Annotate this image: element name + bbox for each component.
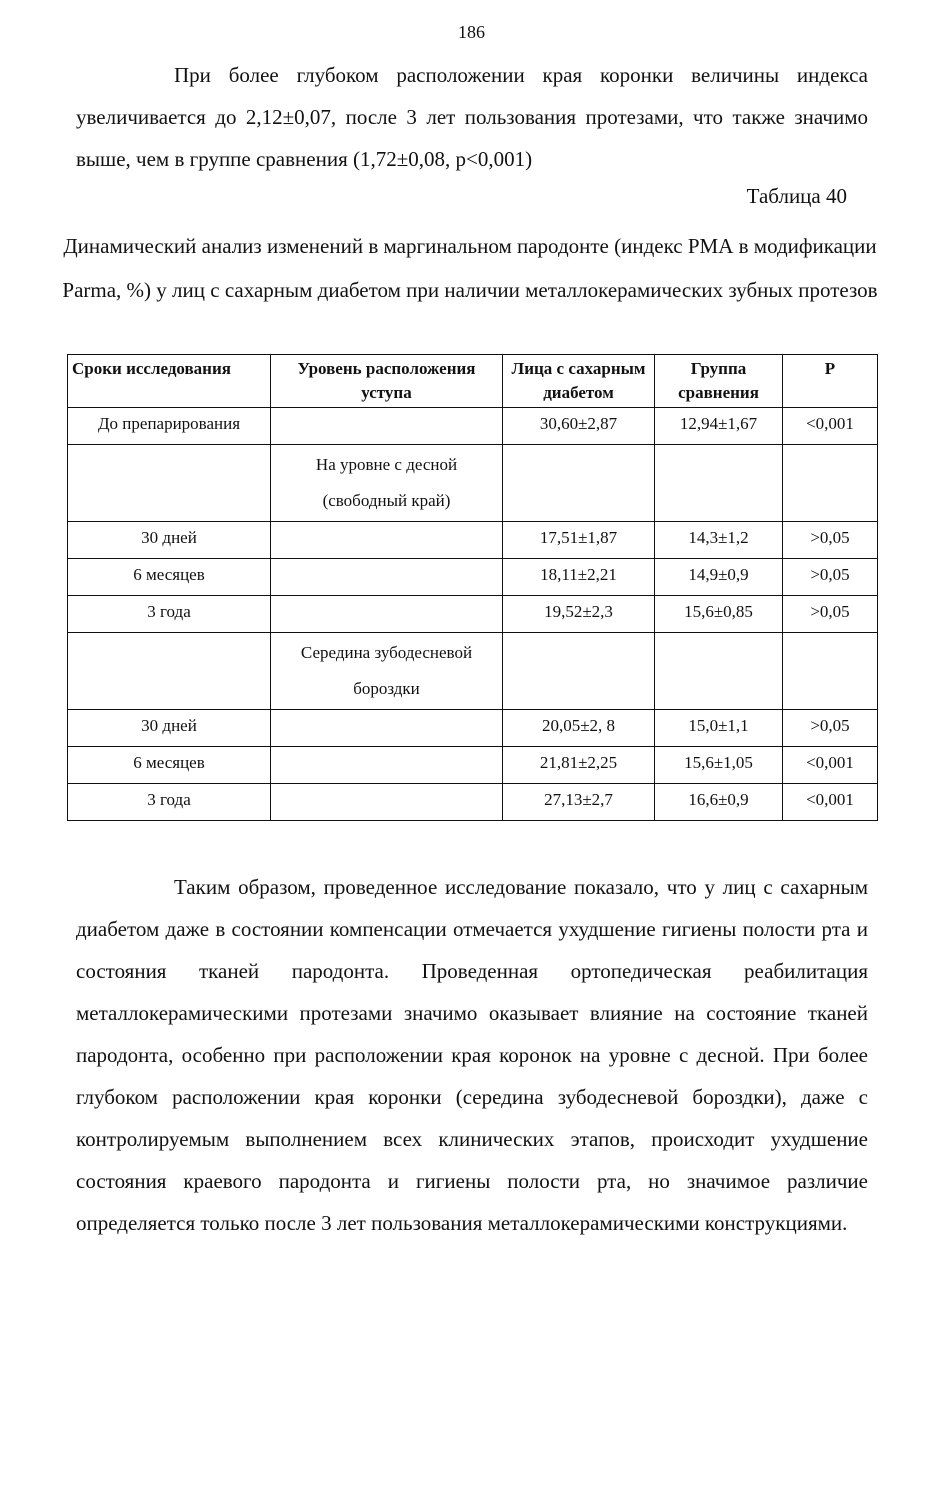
cell-comparison: 14,3±1,2 <box>655 522 783 559</box>
table-label: Таблица 40 <box>746 184 847 208</box>
cell-level <box>271 559 503 596</box>
cell-level <box>271 784 503 821</box>
cell-comparison: 14,9±0,9 <box>655 559 783 596</box>
cell-diabetes: 20,05±2, 8 <box>503 710 655 747</box>
cell-level: Середина зубодесневой бороздки <box>271 633 503 710</box>
cell-level <box>271 522 503 559</box>
intro-paragraph: При более глубоком расположении края коронки величины индекса увеличивается до 2,12±0,07, после 3 лет пользования протезами, что также значимо выше, чем в группе сравнения (1,72±0,08, p<0,001) <box>76 63 868 171</box>
cell-diabetes: 30,60±2,87 <box>503 408 655 445</box>
cell-level <box>271 747 503 784</box>
cell-period: 6 месяцев <box>68 747 271 784</box>
summary-paragraph: Таким образом, проведенное исследование показало, что у лиц с сахарным диабетом даже в состоянии компенсации отмечается ухудшение гигиены полости рта и состояния тканей пародонта. Проведенная ортопедическая реабилитация металлокерамическими протезами значимо оказывает влияние на состояние тканей пародонта, особенно при расположении края коронок на уровне с десной. При более глубоком расположении края коронки (середина зубодесневой бороздки), даже с контролируемым выполнением всех клинических этапов, происходит ухудшение состояния краевого пародонта и гигиены полости рта, но значимое различие определяется только после 3 лет пользования металлокерамическими конструкциями. <box>76 875 868 1235</box>
table-row <box>68 408 878 445</box>
cell-comparison: 12,94±1,67 <box>655 408 783 445</box>
cell-p: <0,001 <box>783 408 878 445</box>
cell-period: 6 месяцев <box>68 559 271 596</box>
table-row <box>68 747 878 784</box>
header-p-value: P <box>783 355 878 408</box>
table-row <box>68 710 878 747</box>
cell-period: 30 дней <box>68 522 271 559</box>
cell-comparison: 15,6±1,05 <box>655 747 783 784</box>
cell-p <box>783 633 878 710</box>
cell-comparison <box>655 445 783 522</box>
table-row <box>68 522 878 559</box>
table-row-subheading <box>68 445 878 522</box>
table-row <box>68 559 878 596</box>
cell-diabetes: 18,11±2,21 <box>503 559 655 596</box>
header-diabetes-group: Лица с сахарным диабетом <box>503 355 655 408</box>
cell-p: <0,001 <box>783 747 878 784</box>
header-ledge-level: Уровень расположения уступа <box>271 355 503 408</box>
header-study-period: Сроки исследования <box>68 355 271 408</box>
cell-p: >0,05 <box>783 559 878 596</box>
cell-diabetes: 27,13±2,7 <box>503 784 655 821</box>
page-number: 186 <box>458 22 485 42</box>
cell-comparison: 16,6±0,9 <box>655 784 783 821</box>
cell-p: >0,05 <box>783 522 878 559</box>
table-caption: Динамический анализ изменений в маргинальном пародонте (индекс РМА в модификации Parma, %) у лиц с сахарным диабетом при наличии металлокерамических зубных протезов <box>62 234 878 302</box>
cell-level <box>271 596 503 633</box>
table-row-subheading <box>68 633 878 710</box>
cell-level <box>271 710 503 747</box>
cell-p: <0,001 <box>783 784 878 821</box>
cell-p: >0,05 <box>783 596 878 633</box>
cell-diabetes: 17,51±1,87 <box>503 522 655 559</box>
table-row <box>68 784 878 821</box>
cell-diabetes <box>503 445 655 522</box>
cell-comparison <box>655 633 783 710</box>
table-row <box>68 596 878 633</box>
cell-diabetes: 21,81±2,25 <box>503 747 655 784</box>
cell-period: 3 года <box>68 596 271 633</box>
cell-level <box>271 408 503 445</box>
cell-period: 30 дней <box>68 710 271 747</box>
cell-diabetes: 19,52±2,3 <box>503 596 655 633</box>
cell-period: 3 года <box>68 784 271 821</box>
cell-diabetes <box>503 633 655 710</box>
cell-period <box>68 633 271 710</box>
cell-period: До препарирования <box>68 408 271 445</box>
cell-comparison: 15,0±1,1 <box>655 710 783 747</box>
cell-comparison: 15,6±0,85 <box>655 596 783 633</box>
cell-level: На уровне с десной (свободный край) <box>271 445 503 522</box>
table-header-row <box>68 355 878 408</box>
cell-p <box>783 445 878 522</box>
cell-period <box>68 445 271 522</box>
header-comparison-group: Группа сравнения <box>655 355 783 408</box>
results-table <box>67 354 878 821</box>
cell-p: >0,05 <box>783 710 878 747</box>
